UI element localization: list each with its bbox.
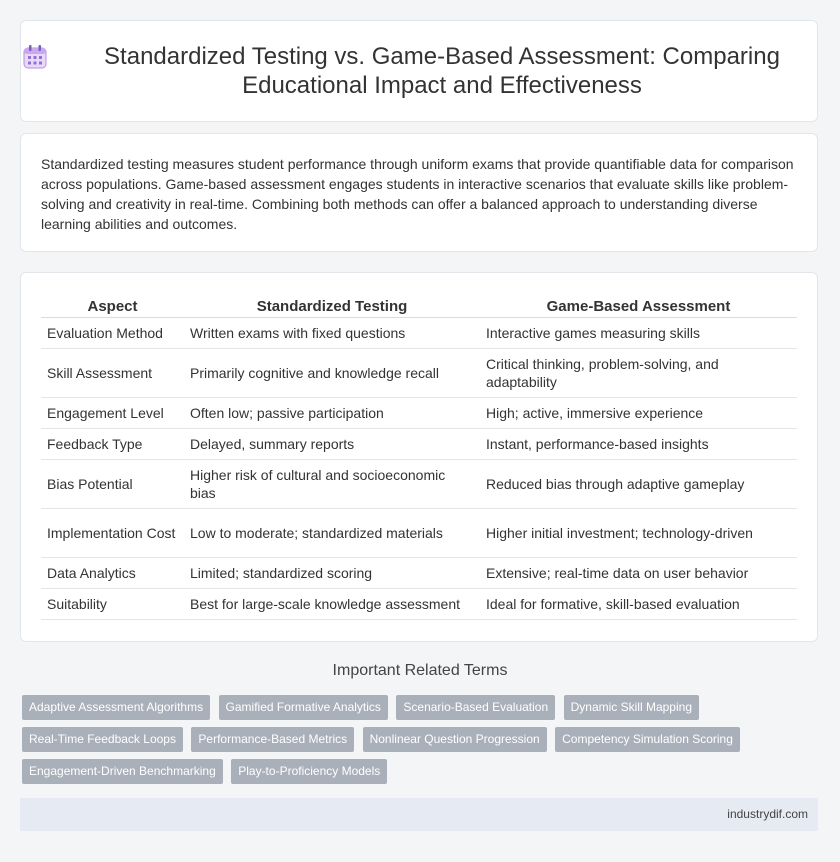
table-cell-standardized: Limited; standardized scoring xyxy=(184,558,480,589)
table-cell-game-based: High; active, immersive experience xyxy=(480,398,797,429)
table-cell-aspect: Data Analytics xyxy=(41,558,184,589)
related-term-tag[interactable]: Competency Simulation Scoring xyxy=(555,727,740,752)
table-cell-aspect: Evaluation Method xyxy=(41,318,184,349)
column-header-aspect: Aspect xyxy=(41,295,184,318)
header-card xyxy=(20,20,818,122)
related-term-tag[interactable]: Scenario-Based Evaluation xyxy=(396,695,555,720)
table-row xyxy=(41,429,797,460)
table-cell-game-based: Extensive; real-time data on user behavior xyxy=(480,558,797,589)
column-header-game-based: Game-Based Assessment xyxy=(480,295,797,318)
table-row xyxy=(41,460,797,509)
table-cell-game-based: Instant, performance-based insights xyxy=(480,429,797,460)
intro-card xyxy=(20,133,818,252)
related-term-tag[interactable]: Engagement-Driven Benchmarking xyxy=(22,759,223,784)
table-cell-aspect: Suitability xyxy=(41,589,184,620)
column-header-standardized: Standardized Testing xyxy=(184,295,480,318)
table-row xyxy=(41,589,797,620)
related-term-tag[interactable]: Nonlinear Question Progression xyxy=(363,727,547,752)
table-cell-game-based: Reduced bias through adaptive gameplay xyxy=(480,460,797,509)
comparison-card xyxy=(20,272,818,642)
table-cell-game-based: Interactive games measuring skills xyxy=(480,318,797,349)
table-cell-standardized: Higher risk of cultural and socioeconomic bias xyxy=(184,460,480,509)
table-row xyxy=(41,318,797,349)
table-header-row xyxy=(41,295,797,318)
table-row xyxy=(41,509,797,558)
table-cell-game-based: Critical thinking, problem-solving, and adaptability xyxy=(480,349,797,398)
table-row xyxy=(41,398,797,429)
calendar-icon xyxy=(21,43,49,71)
related-term-tag[interactable]: Performance-Based Metrics xyxy=(191,727,354,752)
table-cell-standardized: Primarily cognitive and knowledge recall xyxy=(184,349,480,398)
table-cell-standardized: Low to moderate; standardized materials xyxy=(184,509,480,558)
table-cell-aspect: Engagement Level xyxy=(41,398,184,429)
related-terms-tags xyxy=(22,695,812,791)
table-cell-standardized: Often low; passive participation xyxy=(184,398,480,429)
table-cell-standardized: Written exams with fixed questions xyxy=(184,318,480,349)
footer-site-link[interactable]: industrydif.com xyxy=(727,807,808,821)
table-cell-game-based: Higher initial investment; technology-driven xyxy=(480,509,797,558)
related-term-tag[interactable]: Play-to-Proficiency Models xyxy=(231,759,387,784)
table-row xyxy=(41,558,797,589)
page-title: Standardized Testing vs. Game-Based Assessment: Comparing Educational Impact and Effectiveness xyxy=(104,43,780,99)
related-terms-heading: Important Related Terms xyxy=(332,662,508,679)
table-row xyxy=(41,349,797,398)
table-cell-aspect: Skill Assessment xyxy=(41,349,184,398)
comparison-table xyxy=(41,295,797,620)
related-term-tag[interactable]: Real-Time Feedback Loops xyxy=(22,727,183,752)
related-term-tag[interactable]: Adaptive Assessment Algorithms xyxy=(22,695,210,720)
related-term-tag[interactable]: Gamified Formative Analytics xyxy=(219,695,388,720)
intro-paragraph: Standardized testing measures student performance through uniform exams that provide quantifiable data for comparison across populations. Game-based assessment engages students in interactive scenarios that evaluate skills like problem-solving and creativity in real-time. Combining both methods can offer a balanced approach to understanding diverse learning abilities and outcomes. xyxy=(41,156,794,232)
table-cell-game-based: Ideal for formative, skill-based evaluation xyxy=(480,589,797,620)
table-cell-aspect: Bias Potential xyxy=(41,460,184,509)
related-term-tag[interactable]: Dynamic Skill Mapping xyxy=(564,695,699,720)
table-cell-aspect: Implementation Cost xyxy=(41,509,184,558)
footer-bar xyxy=(20,798,818,831)
table-cell-aspect: Feedback Type xyxy=(41,429,184,460)
table-cell-standardized: Best for large-scale knowledge assessment xyxy=(184,589,480,620)
table-cell-standardized: Delayed, summary reports xyxy=(184,429,480,460)
